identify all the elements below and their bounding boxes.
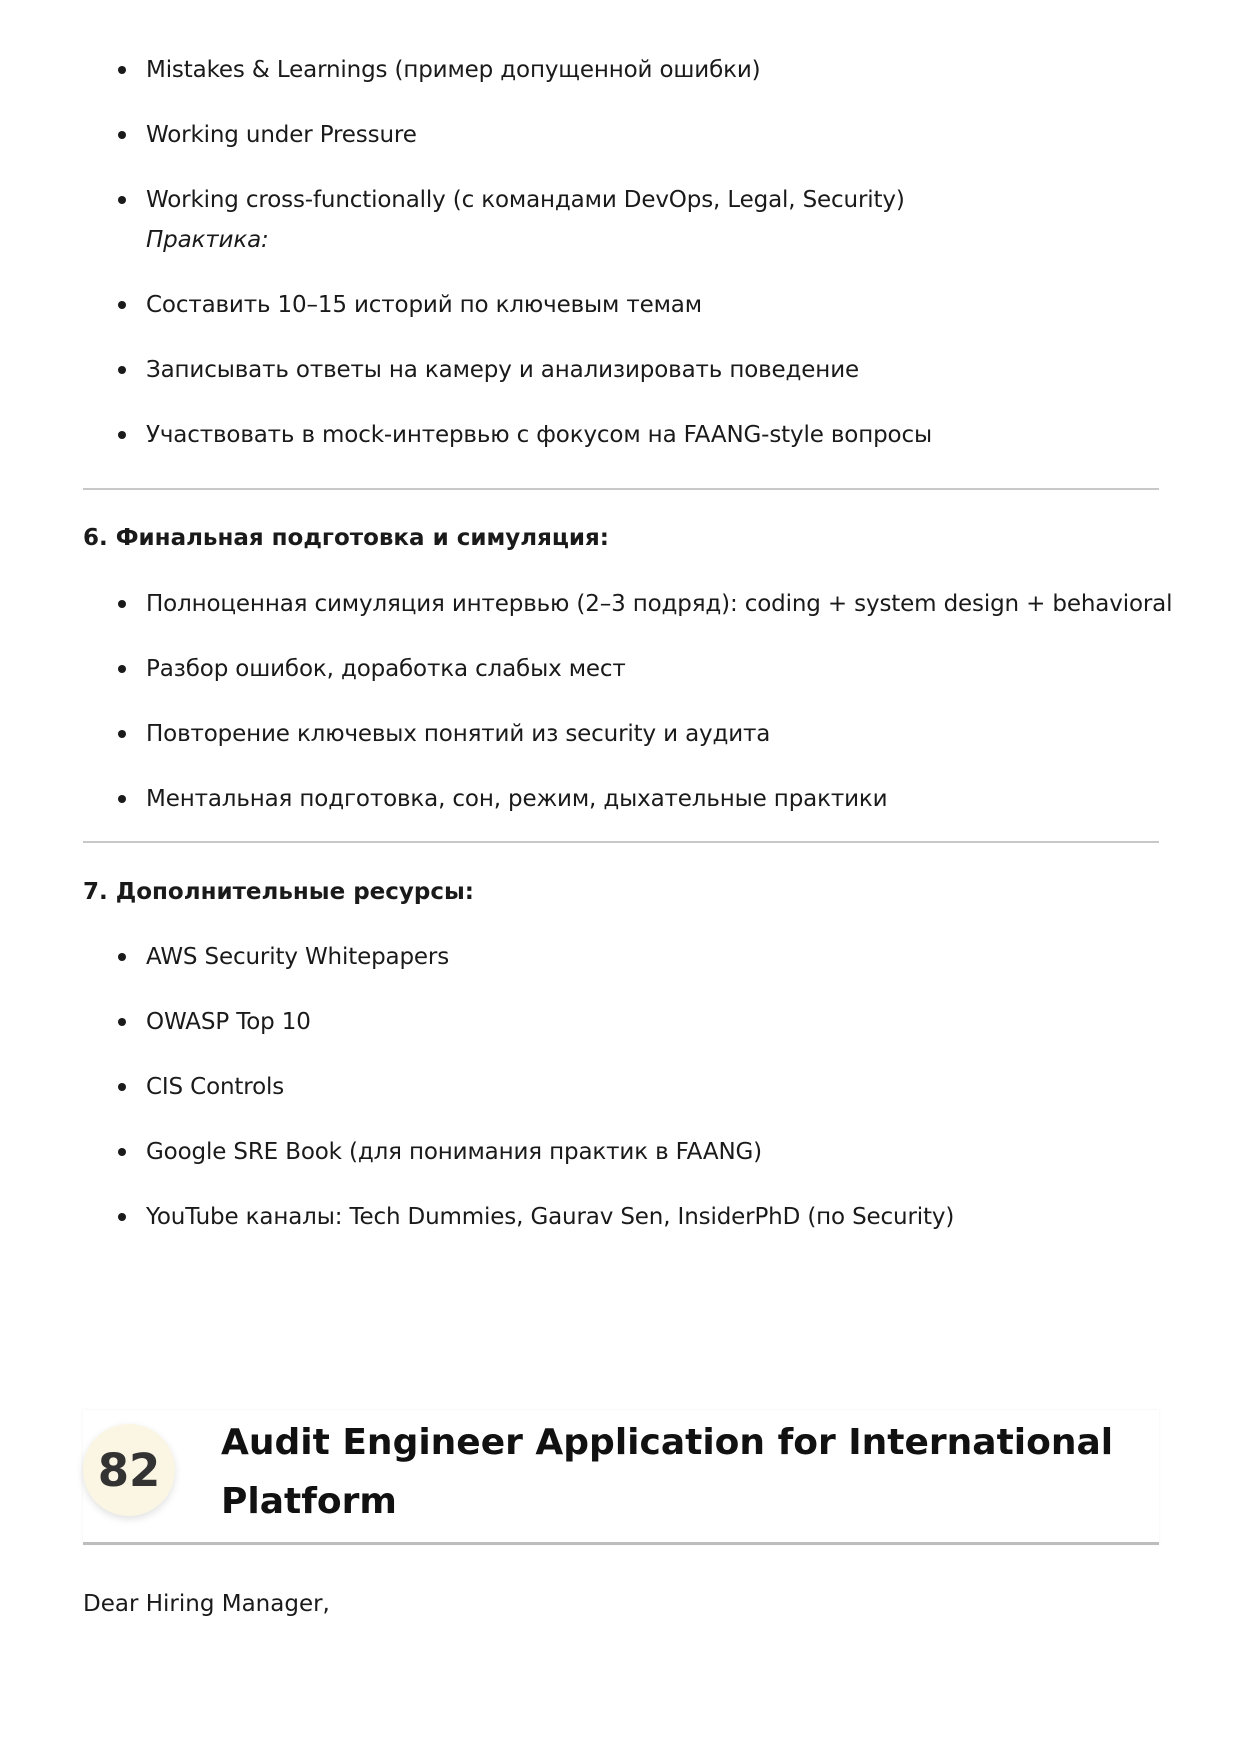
list-item-text: Ментальная подготовка, сон, режим, дыхательные практики: [146, 786, 888, 812]
section-6-title: 6. Финальная подготовка и симуляция:: [83, 525, 609, 551]
list-item: [83, 714, 1159, 754]
chapter-header: [83, 1410, 1159, 1544]
list-item-text: Mistakes & Learnings (пример допущенной ошибки): [146, 57, 761, 83]
list-item: [83, 1002, 1159, 1042]
list-item: [83, 415, 1159, 455]
section-divider: [83, 841, 1159, 843]
list-item: [83, 180, 1159, 260]
list-item-text: AWS Security Whitepapers: [146, 944, 450, 970]
section-divider: [83, 488, 1159, 490]
chapter-title: Audit Engineer Application for International Platform: [221, 1422, 1114, 1522]
practice-note: Практика:: [146, 227, 269, 253]
section-6-list: [83, 584, 1173, 844]
list-item-text: Записывать ответы на камеру и анализировать поведение: [146, 357, 859, 383]
behavioral-topics-list: [83, 50, 1159, 480]
section-7-list: [83, 937, 1159, 1262]
list-item: [83, 649, 1159, 689]
list-item-text: Полноценная симуляция интервью (2–3 подряд): coding + system design + behavioral: [146, 591, 1173, 617]
list-item-text: YouTube каналы: Tech Dummies, Gaurav Sen, InsiderPhD (по Security): [146, 1204, 955, 1230]
letter-greeting: Dear Hiring Manager,: [83, 1591, 330, 1617]
list-item: [83, 937, 1159, 977]
list-item-text: Составить 10–15 историй по ключевым темам: [146, 292, 702, 318]
list-item-text: Working under Pressure: [146, 122, 417, 148]
list-item: [83, 1067, 1159, 1107]
list-item-text: Working cross-functionally (с командами DevOps, Legal, Security): [146, 187, 905, 213]
list-item-text: Разбор ошибок, доработка слабых мест: [146, 656, 626, 682]
list-item: [83, 1132, 1159, 1172]
chapter-underline: [83, 1542, 1159, 1545]
list-item: [83, 1197, 1159, 1237]
list-item-text: CIS Controls: [146, 1074, 285, 1100]
list-item: [83, 285, 1159, 325]
list-item: [83, 350, 1159, 390]
section-7-title: 7. Дополнительные ресурсы:: [83, 879, 474, 905]
list-item: [83, 115, 1159, 155]
list-item-text: OWASP Top 10: [146, 1009, 311, 1035]
list-item: [83, 584, 1173, 624]
list-item: [83, 50, 1159, 90]
chapter-number-badge: 82: [83, 1424, 175, 1516]
list-item-text: Повторение ключевых понятий из security и аудита: [146, 721, 771, 747]
list-item: [83, 779, 1159, 819]
list-item-text: Google SRE Book (для понимания практик в FAANG): [146, 1139, 763, 1165]
list-item-text: Участвовать в mock-интервью с фокусом на FAANG-style вопросы: [146, 422, 932, 448]
